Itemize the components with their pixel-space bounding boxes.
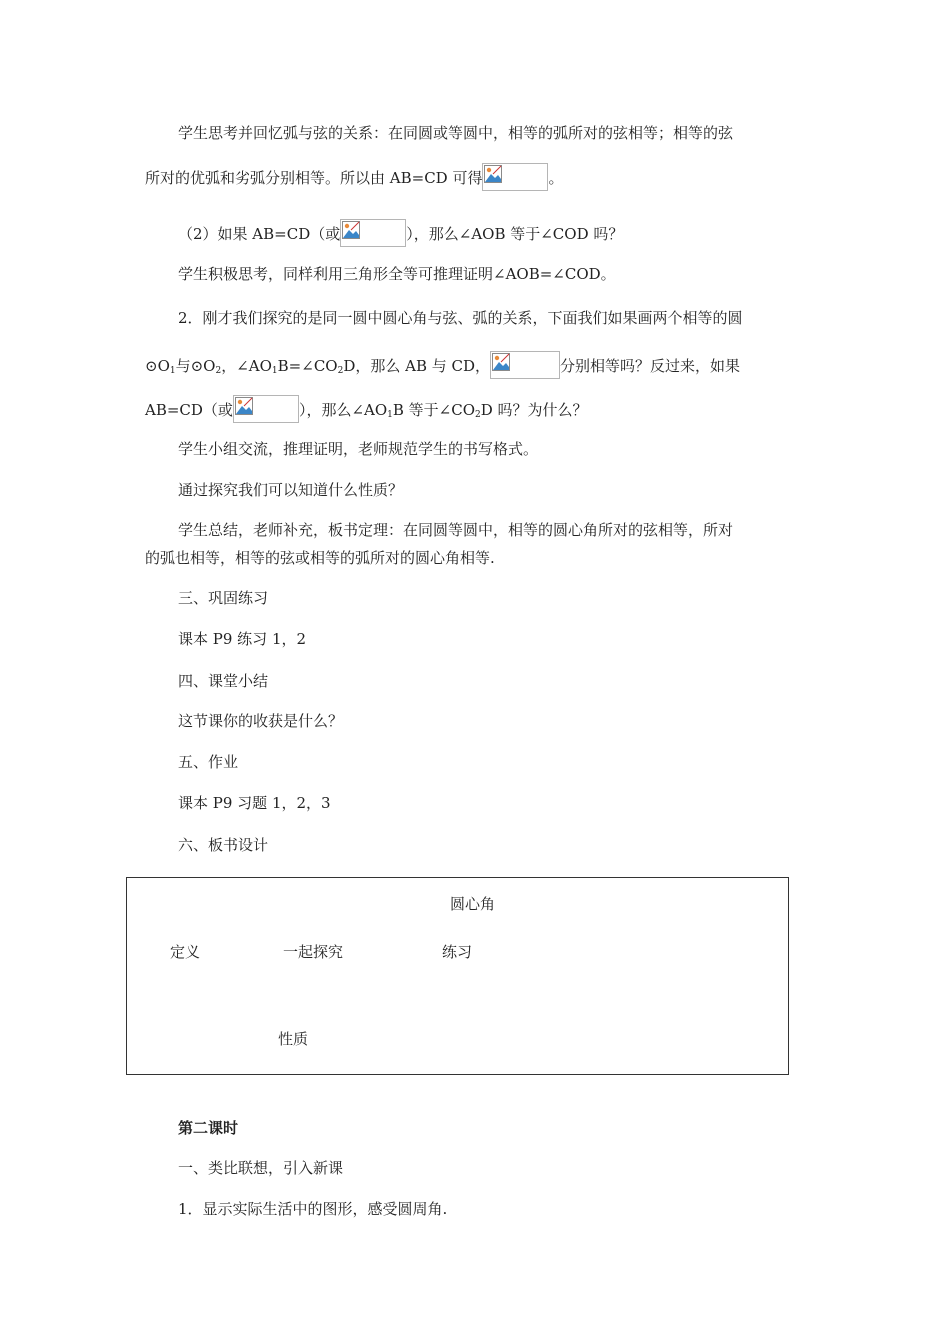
board-practice: 练习	[442, 943, 473, 961]
board-design-box	[126, 877, 789, 1075]
paragraph: 课本 P9 练习 1，2	[178, 630, 307, 648]
paragraph: 学生总结，老师补充，板书定理：在同圆等圆中，相等的圆心角所对的弦相等，所对	[178, 521, 734, 539]
section-heading: 五、作业	[178, 753, 239, 771]
board-definition: 定义	[170, 943, 201, 961]
board-title: 圆心角	[450, 895, 496, 913]
paragraph: 1．显示实际生活中的图形，感受圆周角.	[178, 1200, 448, 1218]
paragraph: 所对的优弧和劣弧分别相等。所以由 AB=CD 可得 。	[145, 163, 563, 191]
broken-image-icon	[490, 351, 560, 379]
section-heading: 四、课堂小结	[178, 672, 269, 690]
section-heading: 三、巩固练习	[178, 589, 269, 607]
paragraph: AB=CD（或 ），那么$\angle AO_1B$ 等于$\angle CO_2D$ 吗？为什么？	[145, 395, 588, 423]
paragraph: 学生积极思考，同样利用三角形全等可推理证明∠AOB=∠COD。	[178, 265, 616, 283]
paragraph: 学生思考并回忆弧与弦的关系：在同圆或等圆中，相等的弧所对的弦相等；相等的弦	[178, 124, 734, 142]
paragraph: $⊙O_1$与$⊙O_2$，$\angle AO_1B=\angle CO_2D$，那么 AB 与 CD， 分别相等吗？反过来，如果	[145, 351, 740, 379]
broken-image-icon	[233, 395, 299, 423]
paragraph: 学生小组交流，推理证明，老师规范学生的书写格式。	[178, 440, 539, 458]
broken-image-icon	[482, 163, 548, 191]
board-property: 性质	[278, 1030, 309, 1048]
section-heading: 一、类比联想，引入新课	[178, 1159, 344, 1177]
lesson-title: 第二课时	[178, 1119, 239, 1137]
paragraph: 这节课你的收获是什么？	[178, 712, 344, 730]
paragraph: 课本 P9 习题 1，2，3	[178, 794, 331, 812]
board-explore: 一起探究	[283, 943, 344, 961]
broken-image-icon	[340, 219, 406, 247]
paragraph: （2）如果 AB=CD（或 ），那么∠AOB 等于∠COD 吗？	[178, 219, 623, 247]
paragraph: 2．刚才我们探究的是同一圆中圆心角与弦、弧的关系，下面我们如果画两个相等的圆	[178, 309, 743, 327]
paragraph: 的弧也相等，相等的弦或相等的弧所对的圆心角相等.	[145, 549, 495, 567]
section-heading: 六、板书设计	[178, 836, 269, 854]
paragraph: 通过探究我们可以知道什么性质？	[178, 481, 404, 499]
